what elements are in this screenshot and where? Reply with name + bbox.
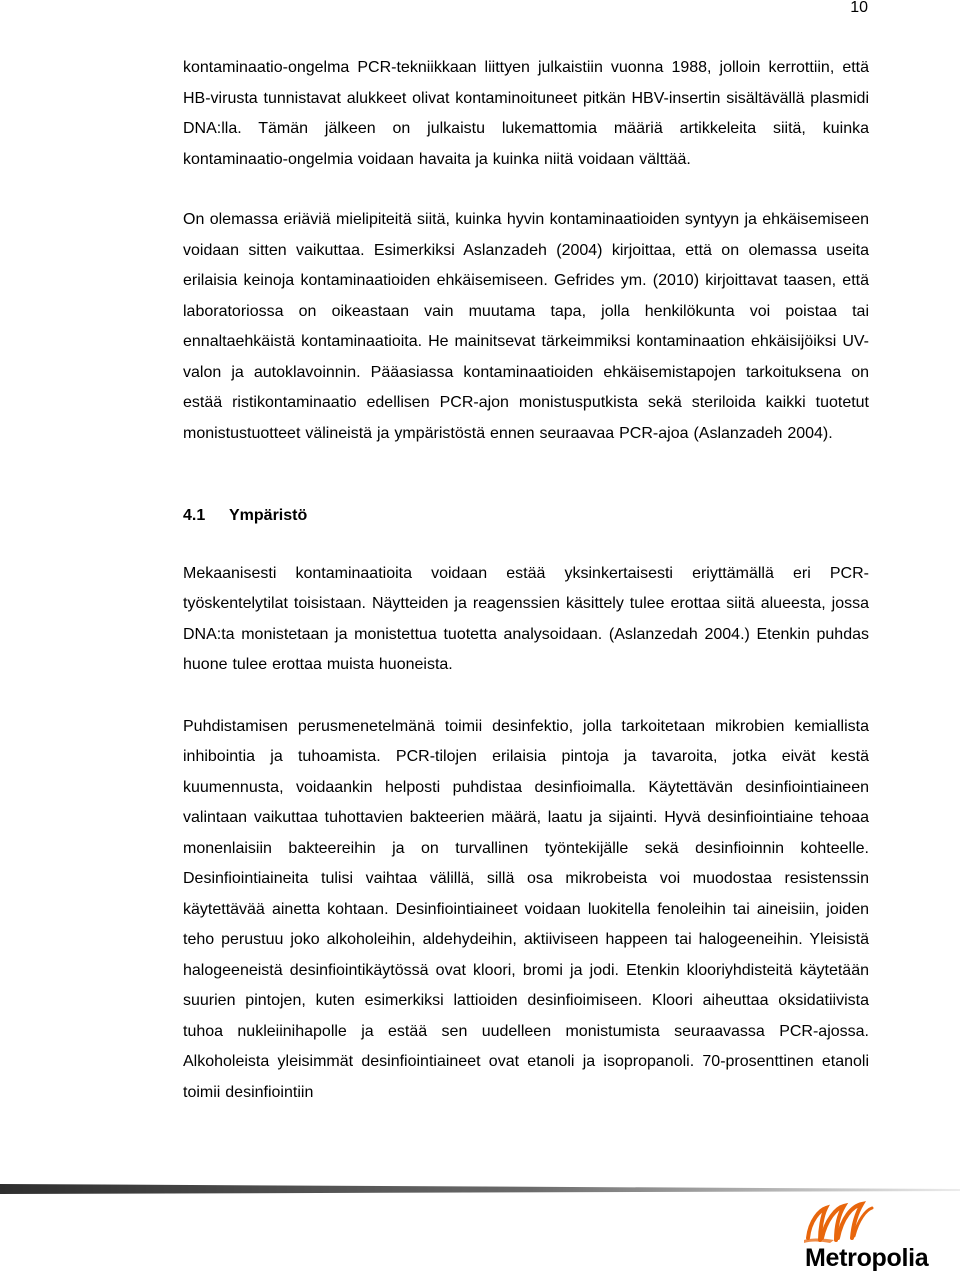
metropolia-logo-text: Metropolia xyxy=(805,1244,929,1272)
paragraph-contamination-opinions: On olemassa eriäviä mielipiteitä siitä, kuinka hyvin kontaminaatioiden syntyyn ja ehkäisemiseen voidaan sitten vaikuttaa. Esimerkiksi Aslanzadeh (2004) kirjoittaa, että on olemassa useita erilaisia keinoja kontaminaatioiden ehkäisemiseen. Gefrides ym. (2010) kirjoittavat taasen, että laboratoriossa on oikeastaan vain muutama tapa, jolla henkilökunta voi poistaa tai ennaltaehkäistä kontaminaatioita. He mainitsevat tärkeimmiksi kontaminaation ehkäisijöiksi UV-valon ja autoklavoinnin. Pääasiassa kontaminaatioiden ehkäisemistapojen tarkoituksena on estää ristikontaminaatio edellisen PCR-ajon monistusputkista sekä steriloida kaikki tuotetut monistustuotteet välineistä ja ympäristöstä ennen seuraavaa PCR-ajoa (Aslanzadeh 2004). xyxy=(183,211,869,442)
section-title: Ympäristö xyxy=(229,507,308,524)
section-number: 4.1 xyxy=(183,507,206,524)
page-body xyxy=(183,53,869,1108)
paragraph-mechanical-separation: Mekaanisesti kontaminaatioita voidaan estää yksinkertaisesti eriyttämällä eri PCR-työskentelytilat toisistaan. Näytteiden ja reagenssien käsittely tulee erottaa siitä alueesta, jossa DNA:ta monistetaan ja monistettua tuotetta analysoidaan. (Aslanzedah 2004.) Etenkin puhdas huone tulee erottaa muista huoneista. xyxy=(183,564,869,673)
paragraph-disinfection: Puhdistamisen perusmenetelmänä toimii desinfektio, jolla tarkoitetaan mikrobien kemiallista inhibointia ja tuhoamista. PCR-tilojen erilaisia pintoja ja tavaroita, jotka eivät kestä kuumennusta, voidaankin helposti puhdistaa desinfioimalla. Käytettävän desinfiointiaineen valintaan vaikuttaa tuhottavien bakteerien määrä, laatu ja sijainti. Hyvä desinfiointiaine tehoaa monenlaisiin bakteereihin ja on turvallinen työntekijälle sekä desinfioinnin kohteelle. Desinfiointiaineita tulisi vaihtaa välillä, sillä osa mikrobeista voi muodostaa resistenssin käytettävää ainetta kohtaan. Desinfiointiaineet voidaan luokitella fenoleihin tai aineisiin, joiden teho perustuu joko alkoholeihin, aldehydeihin, aktiiviseen happeen tai halogeeneihin. Yleisistä halogeeneistä desinfiointikäytössä ovat kloori, bromi ja jodi. Etenkin klooriyhdisteitä käytetään suurien pintojen, kuten esimerkiksi lattioiden desinfioimiseen. Kloori aiheuttaa oksidatiivista tuhoa nukleiinihapolle ja estää sen uudelleen monistumista seuraavassa PCR-ajossa. Alkoholeista yleisimmät desinfiointiaineet ovat etanoli ja isopropanoli. 70-prosenttinen etanoli toimii desinfiointiin xyxy=(183,717,869,1101)
section-heading xyxy=(183,501,869,532)
paragraph-contamination-history: kontaminaatio-ongelma PCR-tekniikkaan liittyen julkaistiin vuonna 1988, jolloin kerrottiin, että HB-virusta tunnistavat alukkeet olivat kontaminoituneet pitkän HBV-insertin sisältävällä plasmidi DNA:lla. Tämän jälkeen on julkaistu lukemattomia määriä artikkeleita siitä, kuinka kontaminaatio-ongelmia voidaan havaita ja kuinka niitä voidaan välttää. xyxy=(183,59,869,168)
page-number: 10 xyxy=(850,0,868,16)
